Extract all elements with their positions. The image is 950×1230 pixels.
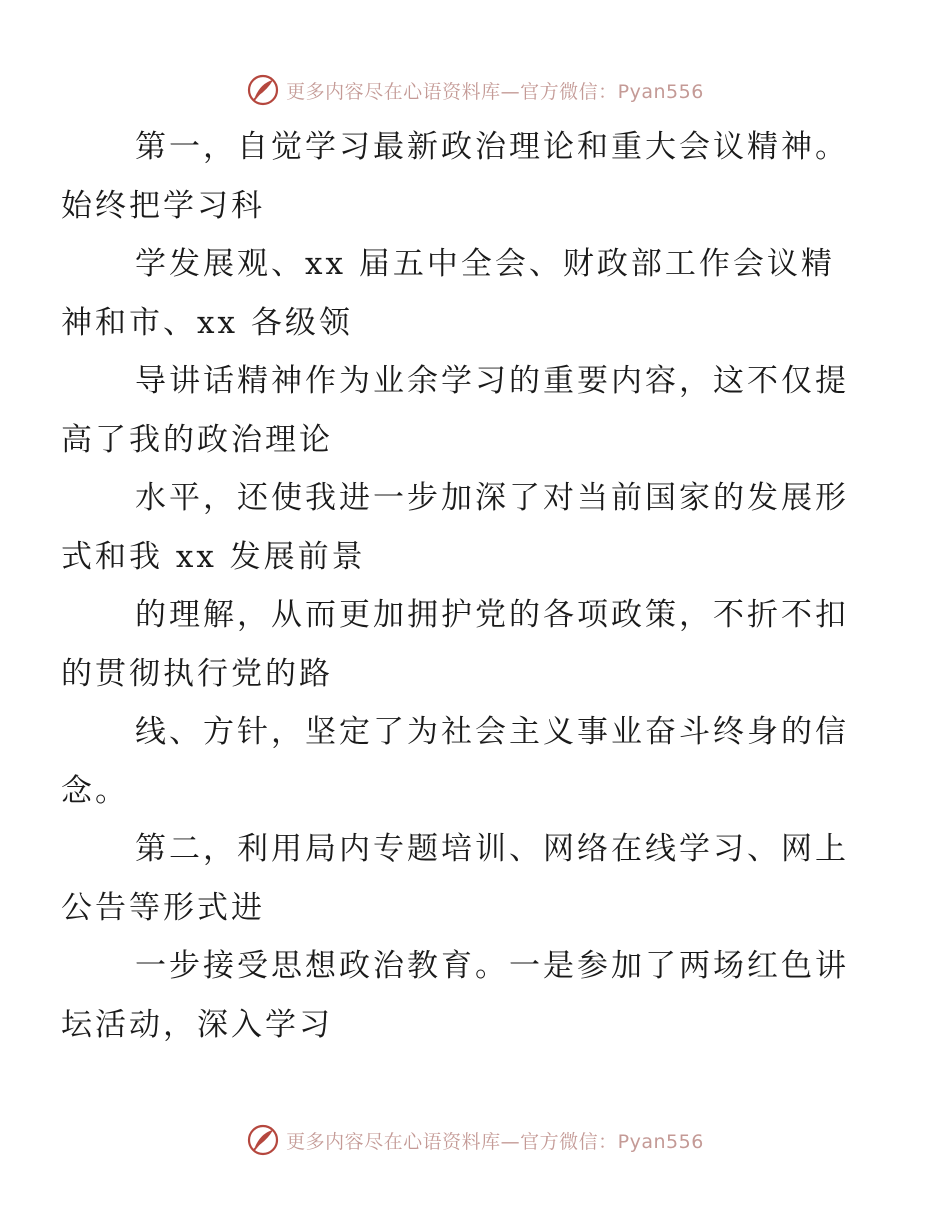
footer-watermark xyxy=(0,1120,950,1160)
paragraph-line: 念。 xyxy=(61,772,129,809)
paragraph-line: 学发展观、xx 届五中全会、财政部工作会议精 xyxy=(135,246,835,282)
quill-circle-logo-icon xyxy=(246,73,280,107)
paragraph-line: 始终把学习科 xyxy=(61,187,265,224)
paragraph-line: 第一，自觉学习最新政治理论和重大会议精神。 xyxy=(135,129,849,165)
paragraph-line: 导讲话精神作为业余学习的重要内容，这不仅提 xyxy=(135,363,849,399)
watermark-text: 更多内容尽在心语资料库—官方微信：Pyan556 xyxy=(286,1130,704,1153)
paragraph-line: 神和市、xx 各级领 xyxy=(61,304,353,341)
paragraph-line: 的理解，从而更加拥护党的各项政策，不折不扣 xyxy=(135,597,849,633)
paragraph xyxy=(61,820,858,937)
paragraph-line: 式和我 xx 发展前景 xyxy=(61,538,366,575)
paragraph xyxy=(61,118,858,235)
paragraph-line: 高了我的政治理论 xyxy=(61,421,333,458)
document-body xyxy=(61,118,858,1054)
quill-circle-logo-icon xyxy=(246,1123,280,1157)
paragraph-line: 一步接受思想政治教育。一是参加了两场红色讲 xyxy=(135,948,849,984)
paragraph xyxy=(61,703,858,820)
paragraph-line: 的贯彻执行党的路 xyxy=(61,655,333,692)
paragraph-line: 线、方针，坚定了为社会主义事业奋斗终身的信 xyxy=(135,714,849,750)
paragraph xyxy=(61,586,858,703)
paragraph-line: 水平，还使我进一步加深了对当前国家的发展形 xyxy=(135,480,849,516)
watermark-text: 更多内容尽在心语资料库—官方微信：Pyan556 xyxy=(286,80,704,103)
paragraph-line: 第二，利用局内专题培训、网络在线学习、网上 xyxy=(135,831,849,867)
paragraph-line: 坛活动，深入学习 xyxy=(61,1006,333,1043)
paragraph xyxy=(61,937,858,1054)
paragraph-line: 公告等形式进 xyxy=(61,889,265,926)
paragraph xyxy=(61,469,858,586)
paragraph xyxy=(61,235,858,352)
header-watermark xyxy=(0,70,950,110)
paragraph xyxy=(61,352,858,469)
